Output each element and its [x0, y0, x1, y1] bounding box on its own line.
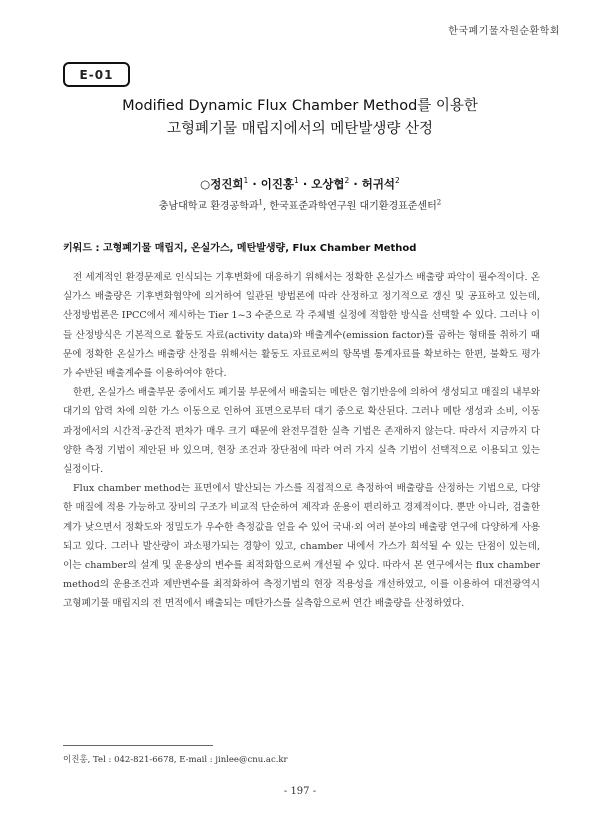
author-separator: ·: [349, 177, 362, 191]
affiliation-mark: 2: [436, 198, 442, 207]
keywords: 키워드 : 고형폐기물 매립지, 온실가스, 메탄발생량, Flux Chamber Method: [63, 243, 417, 254]
abstract-body: [63, 268, 540, 614]
corresponding-author-footnote: 이진홍, Tel : 042-821-6678, E-mail : jinlee@cnu.ac.kr: [63, 755, 288, 765]
author-list: [0, 176, 600, 192]
author-name: 이진홍: [260, 177, 295, 191]
affiliation: 충남대학교 환경공학과: [158, 201, 259, 212]
author-name: 오상협: [311, 177, 345, 191]
author-affiliation-mark: 2: [395, 176, 400, 186]
society-header: 한국폐기물자원순환학회: [448, 26, 560, 37]
body-paragraph: Flux chamber method는 표면에서 발산되는 가스를 직접적으로 측정하여 배출량을 산정하는 기법으로, 다양한 매질에 적용 가능하고 장비의 구조가 비교적 단순하여 제작과 운용이 편리하고 경제적이다. 뿐만 아니라, 검출한계가 낮으면서 정확도와 정밀도가 우수한 측정값을 얻을 수 있어 국내·외 여러 분야의 배출량 연구에 다양하게 사용되고 있다. 그러나 발산량이 과소평가되는 경향이 있고, chamber 내에서 가스가 희석될 수 있는 단점이 있는데, 이는 chamber의 설계 및 운용상의 변수를 최적화함으로써 개선될 수 있다. 따라서 본 연구에서는 flux chamber method의 운용조건과 제반변수를 최적화하여 측정기법의 현장 적용성을 개선하였고, 이를 이용하여 대전광역시 고형폐기물 매립지의 전 면적에서 배출되는 메탄가스를 실측함으로써 연간 배출량을 산정하였다.: [63, 483, 540, 610]
paper-title-line-1: Modified Dynamic Flux Chamber Method를 이용한: [122, 98, 478, 114]
author-separator: ·: [248, 177, 261, 191]
affiliation-mark: 1: [258, 198, 263, 207]
paper-title: [0, 95, 600, 141]
author-affiliation-mark: 1: [243, 176, 249, 186]
author-name: 정진희: [210, 177, 244, 191]
page-number: - 197 -: [283, 786, 317, 797]
affiliation: , 한국표준과학연구원 대기환경표준센터: [263, 201, 437, 212]
paper-code-badge: E-01: [63, 62, 130, 87]
affiliation-list: [0, 197, 600, 212]
body-paragraph: 한편, 온실가스 배출부문 중에서도 폐기물 부문에서 배출되는 메탄은 혐기반응에 의하여 생성되고 매질의 내부와 대기의 압력 차에 의한 가스 이동으로 인하여 표면으로부터 대기 중으로 확산된다. 그러나 메탄 생성과 소비, 이동 과정에서의 시간적·공간적 편차가 매우 크기 때문에 완전무결한 실측 기법은 존재하지 않는다. 따라서 지금까지 다양한 측정 기법이 제안된 바 있으며, 현장 조건과 장단점에 따라 여러 가지 실측 기법이 선택적으로 이용되고 있는 실정이다.: [63, 387, 540, 476]
author-affiliation-mark: 2: [344, 176, 350, 186]
footnote-divider: [63, 745, 213, 746]
presenter-marker: ○: [200, 177, 211, 191]
paper-title-line-2: 고형폐기물 매립지에서의 메탄발생량 산정: [167, 121, 433, 137]
author-separator: ·: [298, 177, 312, 191]
author-affiliation-mark: 1: [294, 176, 299, 186]
author-name: 허귀석: [361, 177, 396, 191]
body-paragraph: 전 세계적인 환경문제로 인식되는 기후변화에 대응하기 위해서는 정확한 온실가스 배출량 파악이 필수적이다. 온실가스 배출량은 기후변화협약에 의거하여 일관된 방법론에 따라 산정하고 정기적으로 갱신 및 공표하고 있는데, 산정방법론은 IPCC에서 제시하는 Tier 1~3 수준으로 각 주체별 실정에 적합한 방식을 선택할 수 있다. 그러나 이들 산정방식은 기본적으로 활동도 자료(activity data)와 배출계수(emission factor)를 곱하는 형태를 취하기 때문에 정확한 온실가스 배출량 산정을 위해서는 활동도 자료로써의 항목별 통계자료를 확보하는 한편, 불확도 평가가 수반된 배출계수를 이용하여야 한다.: [63, 272, 540, 380]
